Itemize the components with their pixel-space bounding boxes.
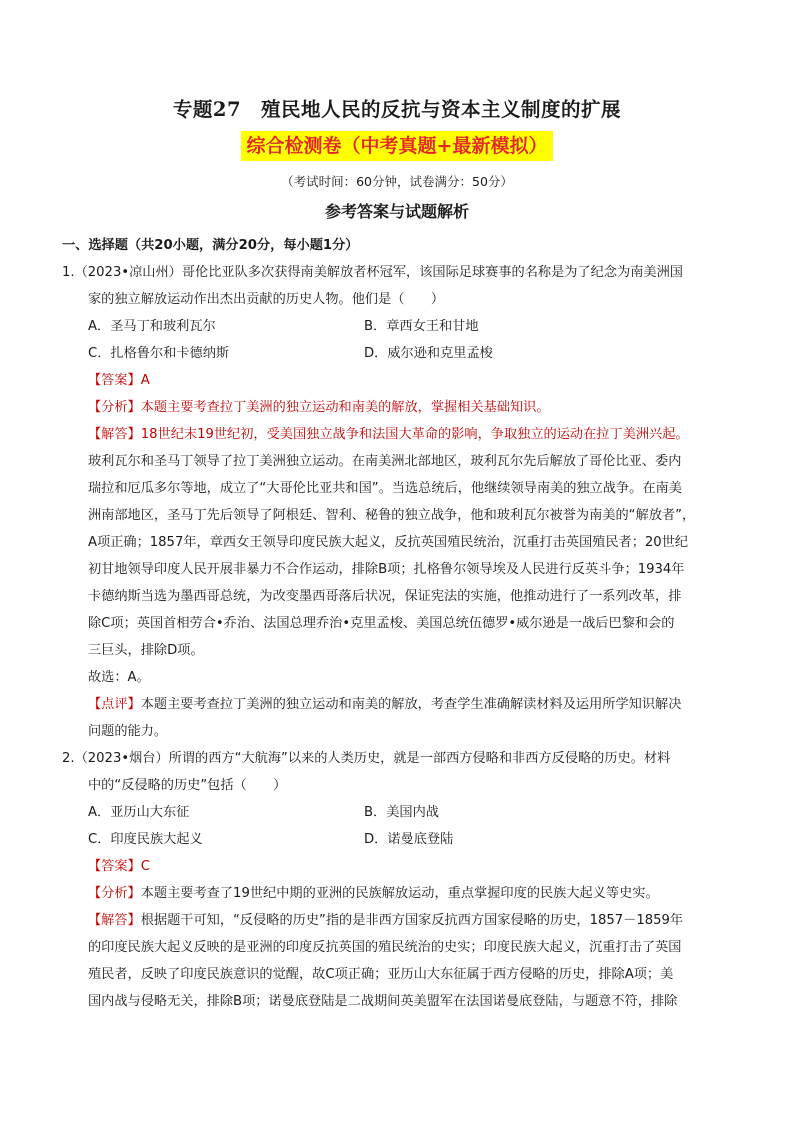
solution-text: 18世纪末19世纪初，受美国独立战争和法国大革命的影响，争取独立的运动在拉丁美洲兴起。	[140, 427, 689, 442]
q1-analysis	[62, 394, 742, 421]
q2-solution-line1	[62, 907, 742, 934]
q1-conclusion: 故选：A。	[88, 670, 150, 685]
analysis-tag: 【分析】	[88, 886, 141, 901]
q2-solution-line4: 国内战与侵略无关，排除B项；诺曼底登陆是二战期间英美盟军在法国诺曼底登陆，与题意不符，排除	[88, 994, 678, 1009]
q1-answer	[62, 367, 742, 394]
q1-solution-line5: A项正确；1857年，章西女王领导印度民族大起义，反抗英国殖民统治，沉重打击英国殖民者；20世纪	[88, 535, 689, 550]
section-heading: 一、选择题（共20小题，满分20分，每小题1分）	[62, 238, 359, 253]
exam-meta: （考试时间：60分钟，试卷满分：50分）	[281, 174, 513, 189]
document-subtitle: 综合检测卷（中考真题+最新模拟）	[241, 131, 554, 161]
q1-stem-line2: 家的独立解放运动作出杰出贡献的历史人物。他们是（ ）	[88, 292, 445, 307]
q1-solution-line4: 洲南部地区，圣马丁先后领导了阿根廷、智利、秘鲁的独立战争，他和玻利瓦尔被誉为南美的“解放者”，	[88, 508, 696, 523]
q1-solution-line1	[62, 421, 742, 448]
q1-options-row1	[62, 313, 742, 340]
q2-answer	[62, 853, 742, 880]
solution-text: 根据题干可知，“反侵略的历史”指的是非西方国家反抗西方国家侵略的历史，1857－1859年	[140, 913, 684, 928]
solution-tag: 【解答】	[88, 913, 141, 928]
subtitle-container	[0, 131, 794, 161]
q1-solution-line2: 玻利瓦尔和圣马丁领导了拉丁美洲独立运动。在南美洲北部地区，玻利瓦尔先后解放了哥伦比亚、委内	[88, 454, 682, 469]
answer-tag: 【答案】	[88, 859, 141, 874]
q1-comment-line2: 问题的能力。	[88, 724, 168, 739]
comment-text: 本题主要考查拉丁美洲的独立运动和南美的解放，考查学生准确解读材料及运用所学知识解决	[140, 697, 682, 712]
q1-option-d: D．威尔逊和克里孟梭	[364, 346, 493, 361]
q2-option-b: B．美国内战	[364, 805, 439, 820]
content-body	[62, 232, 742, 1015]
analysis-text: 本题主要考查拉丁美洲的独立运动和南美的解放，掌握相关基础知识。	[140, 400, 550, 415]
q2-stem-line2: 中的“反侵略的历史”包括（ ）	[88, 778, 287, 793]
q2-solution-line3: 殖民者，反映了印度民族意识的觉醒，故C项正确；亚历山大东征属于西方侵略的历史，排除A项；美	[88, 967, 674, 982]
q1-option-c: C．扎格鲁尔和卡德纳斯	[88, 346, 230, 361]
q1-comment-line1	[62, 691, 742, 718]
analysis-tag: 【分析】	[88, 400, 141, 415]
q2-solution-line2: 的印度民族大起义反映的是亚洲的印度反抗英国的殖民统治的史实；印度民族大起义，沉重打击了英国	[88, 940, 682, 955]
q2-options-row2	[62, 826, 742, 853]
q1-option-a: A．圣马丁和玻利瓦尔	[88, 319, 216, 334]
answer-heading: 参考答案与试题解析	[324, 202, 469, 221]
q1-option-b: B．章西女王和甘地	[364, 319, 479, 334]
q1-options-row2	[62, 340, 742, 367]
q2-option-a: A．亚历山大东征	[88, 805, 190, 820]
q1-solution-line3: 瑞拉和厄瓜多尔等地，成立了“大哥伦比亚共和国”。当选总统后，他继续领导南美的独立战争。在南美	[88, 481, 682, 496]
q1-solution-line8: 除C项；英国首相劳合•乔治、法国总理乔治•克里孟梭、美国总统伍德罗•威尔逊是一战后巴黎和会的	[88, 616, 675, 631]
answer-tag: 【答案】	[88, 373, 141, 388]
q2-stem-line1: 2.（2023•烟台）所谓的西方“大航海”以来的人类历史，就是一部西方侵略和非西方反侵略的历史。材料	[62, 751, 671, 766]
comment-tag: 【点评】	[88, 697, 141, 712]
solution-tag: 【解答】	[88, 427, 141, 442]
q2-option-c: C．印度民族大起义	[88, 832, 203, 847]
document-title: 专题27 殖民地人民的反抗与资本主义制度的扩展	[172, 98, 622, 121]
q1-solution-line6: 初甘地领导印度人民开展非暴力不合作运动，排除B项；扎格鲁尔领导埃及人民进行反英斗争；1934年	[88, 562, 685, 577]
q1-solution-line7: 卡德纳斯当选为墨西哥总统，为改变墨西哥落后状况，保证宪法的实施，他推动进行了一系列改革，排	[88, 589, 682, 604]
q1-stem-line1: 1.（2023•凉山州）哥伦比亚队多次获得南美解放者杯冠军，该国际足球赛事的名称是为了纪念为南美洲国	[62, 265, 683, 280]
q2-option-d: D．诺曼底登陆	[364, 832, 454, 847]
q1-solution-line9: 三巨头，排除D项。	[88, 643, 204, 658]
answer-value: C	[140, 859, 150, 874]
answer-value: A	[140, 373, 150, 388]
analysis-text: 本题主要考查了19世纪中期的亚洲的民族解放运动，重点掌握印度的民族大起义等史实。	[140, 886, 659, 901]
q2-options-row1	[62, 799, 742, 826]
q2-analysis	[62, 880, 742, 907]
